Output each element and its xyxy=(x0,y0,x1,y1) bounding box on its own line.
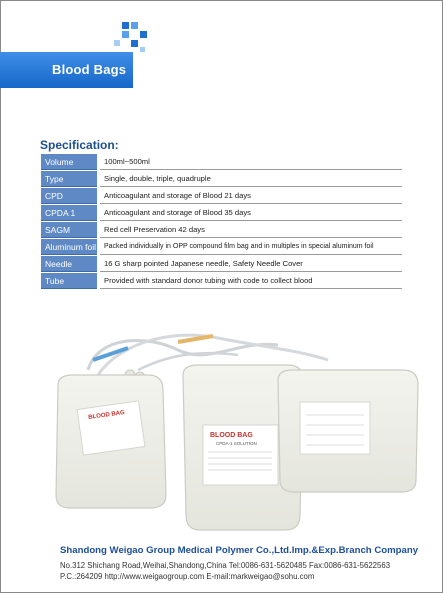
spec-label: SAGM xyxy=(41,222,97,238)
spec-row xyxy=(41,273,402,289)
spec-label: CPDA 1 xyxy=(41,205,97,221)
bag-sublabel-2: CPDA-1 SOLUTION xyxy=(216,441,257,446)
specification-heading: Specification: xyxy=(40,138,119,152)
spec-row xyxy=(41,222,402,238)
spec-label: CPD xyxy=(41,188,97,204)
spec-label: Volume xyxy=(41,154,97,170)
spec-row xyxy=(41,154,402,170)
spec-value: 16 G sharp pointed Japanese needle, Safety Needle Cover xyxy=(100,256,402,272)
bag-label-1: BLOOD BAG xyxy=(87,409,126,422)
spec-row xyxy=(41,205,402,221)
spec-label: Needle xyxy=(41,256,97,272)
spec-label: Aluminum foil xyxy=(41,239,97,255)
spec-value: 100ml~500ml xyxy=(100,154,402,170)
spec-value: Red cell Preservation 42 days xyxy=(100,222,402,238)
blood-bags-photo xyxy=(38,330,422,538)
spec-value: Packed individually in OPP compound film bag and in multiples in special aluminum foil xyxy=(100,239,402,255)
spec-row xyxy=(41,256,402,272)
spec-label: Type xyxy=(41,171,97,187)
company-contact: P.C.:264209 http://www.weigaogroup.com E-mail:markweigao@sohu.com xyxy=(60,572,315,581)
bag-label-2: BLOOD BAG xyxy=(210,432,253,439)
spec-row xyxy=(41,239,402,255)
company-footer xyxy=(60,545,418,581)
page-title: Blood Bags xyxy=(52,62,127,77)
company-name: Shandong Weigao Group Medical Polymer Co.,Ltd.Imp.&Exp.Branch Company xyxy=(60,545,419,556)
spec-value: Single, double, triple, quadruple xyxy=(100,171,402,187)
spec-label: Tube xyxy=(41,273,97,289)
company-address: No.312 Shichang Road,Weihai,Shandong,China Tel:0086-631-5620485 Fax:0086-631-5622563 xyxy=(60,561,391,570)
spec-value: Provided with standard donor tubing with code to collect blood xyxy=(100,273,402,289)
spec-row xyxy=(41,171,402,187)
spec-value: Anticoagulant and storage of Blood 35 days xyxy=(100,205,402,221)
spec-value: Anticoagulant and storage of Blood 21 days xyxy=(100,188,402,204)
spec-row xyxy=(41,188,402,204)
specification-table xyxy=(41,154,402,290)
